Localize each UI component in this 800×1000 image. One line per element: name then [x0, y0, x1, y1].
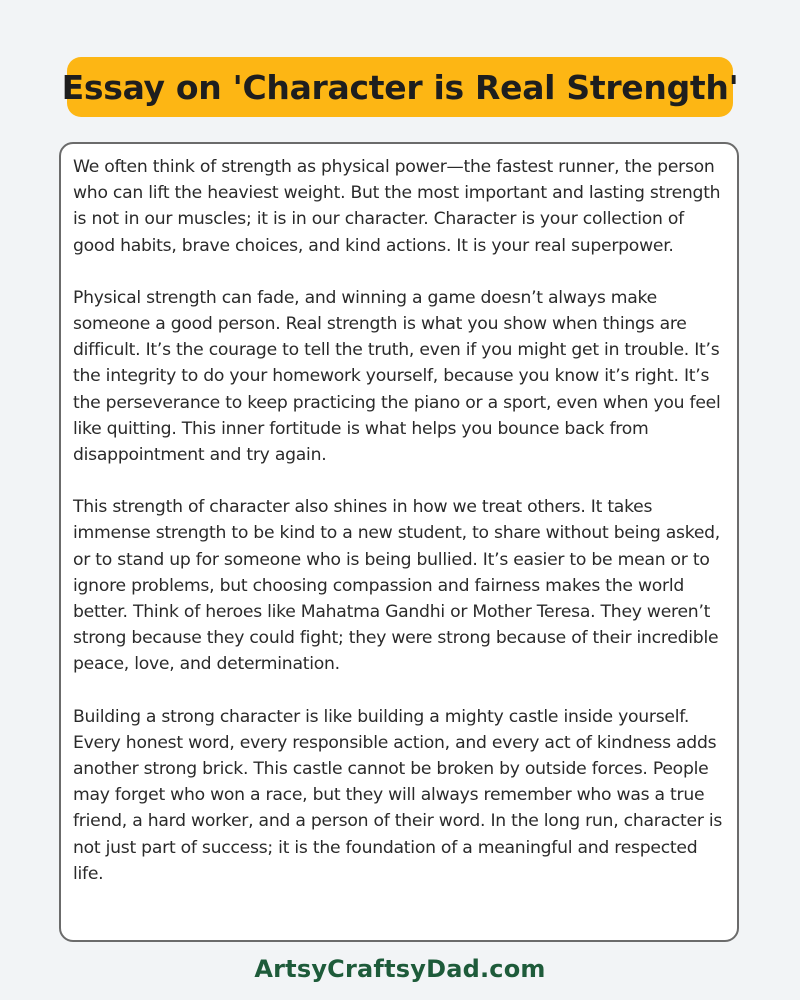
essay-paragraph-1: We often think of strength as physical power—the fastest runner, the person who can lift the heaviest weight. But the most important and lasting strength is not in our muscles; it is in our character. Character is your collection of good habits, brave choices, and kind actions. It is your real superpower.: [73, 157, 721, 256]
essay-paragraph-4: Building a strong character is like building a mighty castle inside yourself. Every honest word, every responsible action, and every act of kindness adds another strong brick. This castle cannot be broken by outside forces. People may forget who won a race, but they will always remember who was a true friend, a hard worker, and a person of their word. In the long run, character is not just part of success; it is the foundation of a meaningful and respected life.: [73, 706, 723, 884]
essay-paragraph-3: This strength of character also shines in how we treat others. It takes immense strength to be kind to a new student, to share without being asked, or to stand up for someone who is being bullied. It’s easier to be mean or to ignore problems, but choosing compassion and fairness makes the world better. Think of heroes like Mahatma Gandhi or Mother Teresa. They weren’t strong because they could fight; they were strong because of their incredible peace, love, and determination.: [73, 497, 721, 675]
page-title: Essay on 'Character is Real Strength': [61, 67, 739, 107]
essay-paragraph-2: Physical strength can fade, and winning a game doesn’t always make someone a good person. Real strength is what you show when things are difficult. It’s the courage to tell the truth, even if you might get in trouble. It’s the integrity to do your homework yourself, because you know it’s right. It’s the perseverance to keep practicing the piano or a sport, even when you feel like quitting. This inner fortitude is what helps you bounce back from disappointment and try again.: [73, 287, 721, 466]
essay-box: [59, 142, 739, 942]
footer-website: ArtsyCraftsyDad.com: [254, 955, 546, 983]
title-banner: [61, 57, 739, 117]
